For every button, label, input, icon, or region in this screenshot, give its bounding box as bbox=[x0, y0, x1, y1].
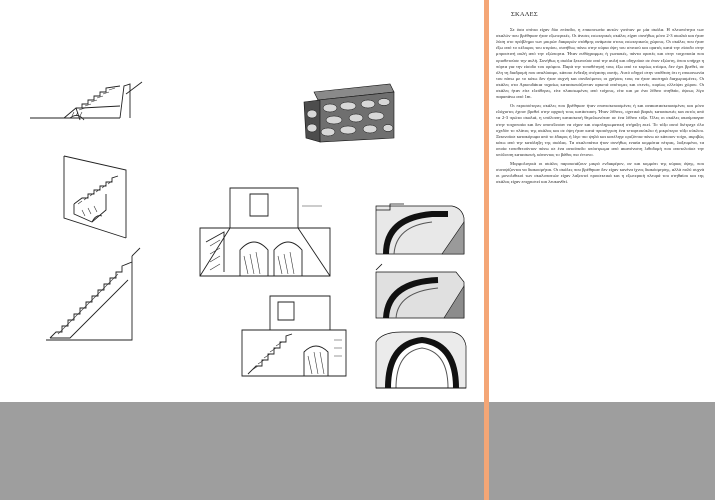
arch-detail-1 bbox=[376, 204, 464, 254]
page-divider bbox=[484, 0, 489, 500]
sketch-stair-arch-top-left bbox=[24, 68, 144, 138]
article-paragraph-3: Μορφολογικά οι σκάλες παρουσιάζουν μικρό ενδιαφέρον, αν και κομμάτι της κύριας όψης, που συνοψίζονται να διακοσμήται. Οι σκάλες που βρέθηκαν δεν είχαν κανένα ίχνος διακόσμησης, αλλά πολύ συχνά οι μονολιθικοί των σκαλοπατιών είχαν λαξευτεί προσεκτικά και η εξωτερική πλευρά του στηθαίου και της σκάλας είχαν επιχριστεί και λευκανθεί. bbox=[496, 161, 704, 185]
article-paragraph-1: Σε όσα σπίτια είχαν δύο επίπεδα, η επικοινωνία αυτών γινόταν με μία σκάλα. Η πλειονότητα των σκαλών που βρέθηκαν ήταν εξωτερικές. Οι άνισες εσωτερικές σκάλες είχαν συνήθως μόνο 2-3 σκαλιά και ήταν λύση στο πρόβλημα των μικρών διαφορών στάθμης ανάμεσα στους εσωτερικούς χώρους. Οι σκάλες που ήταν έξω από το κέλυφος του κτιρίου, συνήθως πάνω στην κύρια όψη του σπιτιού και ορατές κατά την είσοδο στην μπροστινή αυλή από την εξώπορτα. Ήταν ευθύγραμμες ή γωνιακές, πάντα ορατές και στην τοιχοποιία που οριοθετούσε την αυλή. Συνήθως η σκάλα ξεκινούσε από την αυλή και οδηγούσε σε έναν εξώστη, όπου υπήρχε η πόρτα για την είσοδο του ορόφου. Παρά την τοποθέτησή τους έξω από το κυρίως κτίσμα, δεν έχει βρεθεί, σε όλη τη διαδρομή που αναλύσαμε, κάποιο ένδειξη στέγασης αυτής. Αυτό οδηγεί στην υπόθεση ότι η επικοινωνία του πάνω με το κάτω δεν ήταν συχνή και συνδεόμενες οι χρήσεις τους να ήταν αυστηρά διαχωρισμένες. Οι σκάλες στα Αρκουδάκια τυχαίως κατασκευάζονταν αρκετά απότομες και στενές, κυρίως ελλείψει χώρου. Οι σκάλες ήταν είτε ελεύθερες, είτε πλαισιωμένες από τοίχους, είτε και με ένα λίθινο στηθαίο, όψεως λίγο παραπάνω από 1m. bbox=[496, 27, 704, 100]
arch-detail-2 bbox=[376, 264, 464, 318]
article-paragraph-2: Οι περισσότερες σκάλες που βρέθηκαν ήταν επανισκευασμένες ή και ανακατασκευασμένες και μόνο ελάχιστες έχουν βρεθεί στην αρχική τους κατάσταση. Ήταν λίθινες, σχετικά βαριές κατασκευές και εκτός από τα 2-3 πρώτα σκαλιά, η υπόλοιπη κατασκευή θεμελιωνόταν σε ένα λίθινο τόξο. Όλες οι σκάλες ακούμπαγαν στην τοιχοποιία και δεν αποτέλεσαν να είχαν και συμπληρωματική στήριξη εκεί. Το τόξο αυτό διέτρεχε όλο σχεδόν το πλάτος της σκάλας και σε όψη ήταν κατά προσέγγιση ένα τεταρτοκύκλιο ή μικρότερο τόξο κύκλου. Ξεκινούσε κατακόρυφα από το έδαφος ή λίγο πιο ψηλά και κατέληγε οριζόντια πάνω σε κάποιον τοίχο, ακριβώς κάτω από την κατάληξη της σκάλας. Τα σκαλοπάτια ήταν συνήθως ενιαία κομμάτια πέτρας, λαξευμένα, τα οποία τοποθετούνταν πάνω σε ένα ανισόπεδο υπόστρωμα από ακανόνιστη λιθοδομή που αποτελούσε την υπόλοιπη κατασκευή, κάνοντας το βάθος πιο έντονο. bbox=[496, 103, 704, 157]
arch-detail-3 bbox=[376, 332, 466, 388]
sketch-stone-arches-right bbox=[372, 196, 472, 396]
sketch-stone-masonry-detail bbox=[300, 58, 400, 148]
page-bottom-band bbox=[0, 402, 715, 500]
sketch-long-stair-bottom-left bbox=[14, 228, 154, 348]
article-text-column bbox=[496, 12, 704, 188]
sketch-house-stair-lower bbox=[234, 290, 354, 390]
article-title: ΣΚΑΛΕΣ bbox=[511, 11, 538, 18]
sketch-house-arches-upper bbox=[190, 180, 340, 290]
